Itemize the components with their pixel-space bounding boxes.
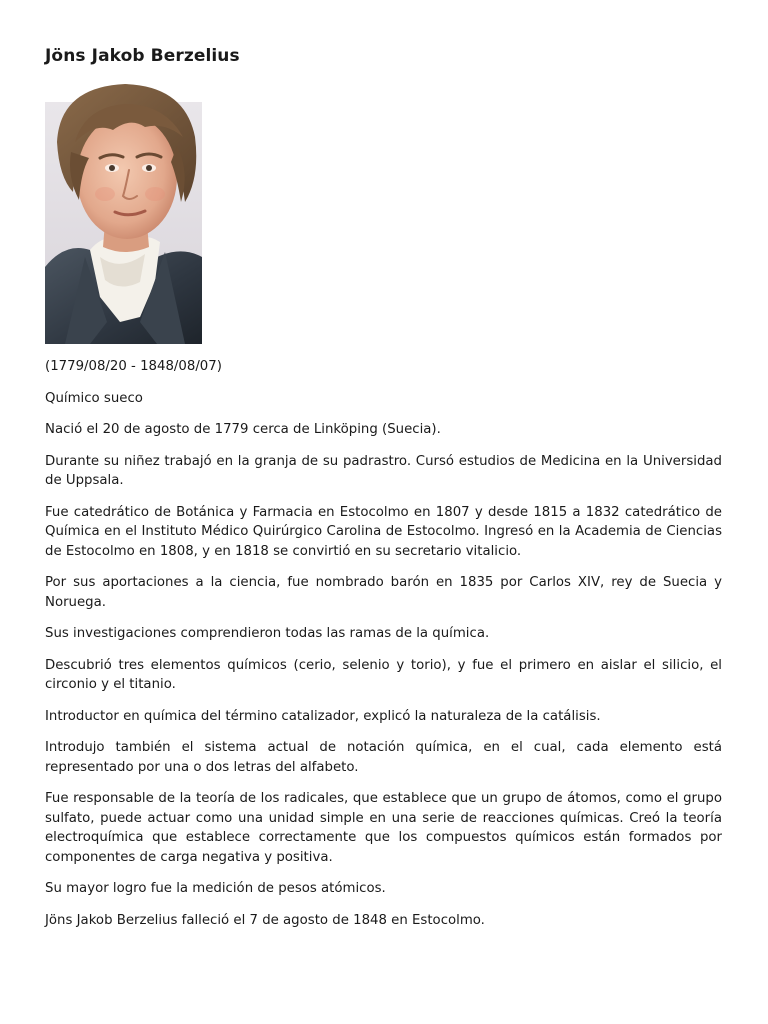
paragraph-profession: Químico sueco: [45, 390, 143, 406]
portrait-photo: [45, 82, 202, 344]
paragraph-catalysis: Introductor en química del término catalizador, explicó la naturaleza de la catálisis.: [45, 708, 601, 724]
paragraph-childhood: Durante su niñez trabajó en la granja de su padrastro. Cursó estudios de Medicina en la Universidad de Uppsala.: [45, 453, 722, 488]
document-page: [45, 44, 722, 928]
portrait-illustration: [45, 82, 202, 344]
paragraph-birth: Nació el 20 de agosto de 1779 cerca de Linköping (Suecia).: [45, 422, 441, 437]
paragraph-dates: (1779/08/20 - 1848/08/07): [45, 359, 222, 374]
paragraph-death: Jöns Jakob Berzelius falleció el 7 de agosto de 1848 en Estocolmo.: [45, 912, 485, 928]
paragraph-career: Fue catedrático de Botánica y Farmacia en Estocolmo en 1807 y desde 1815 a 1832 catedrático de Química en el Instituto Médico Quirúrgico Carolina de Estocolmo. Ingresó en la Academia de Ciencias de Estocolmo en 1808, y en 1818 se convirtió en su secretario vitalicio.: [45, 504, 722, 559]
paragraph-elements: Descubrió tres elementos químicos (cerio, selenio y torio), y fue el primero en aislar el silicio, el circonio y el titanio.: [45, 657, 722, 692]
paragraph-atomic-weights: Su mayor logro fue la medición de pesos atómicos.: [45, 881, 386, 896]
paragraph-radicals: Fue responsable de la teoría de los radicales, que establece que un grupo de átomos, como el grupo sulfato, puede actuar como una unidad simple en una serie de reacciones químicas. Creó la teoría electroquímica que establece correctamente que los compuestos químicos están formados por componentes de carga negativa y positiva.: [45, 791, 722, 865]
paragraph-notation: Introdujo también el sistema actual de notación química, en el cual, cada elemento está representado por una o dos letras del alfabeto.: [45, 740, 722, 775]
paragraph-baron: Por sus aportaciones a la ciencia, fue nombrado barón en 1835 por Carlos XIV, rey de Suecia y Noruega.: [45, 575, 722, 610]
paragraph-research: Sus investigaciones comprendieron todas las ramas de la química.: [45, 626, 490, 641]
biography-text: [45, 357, 722, 942]
document-title: Jöns Jakob Berzelius: [45, 46, 240, 66]
